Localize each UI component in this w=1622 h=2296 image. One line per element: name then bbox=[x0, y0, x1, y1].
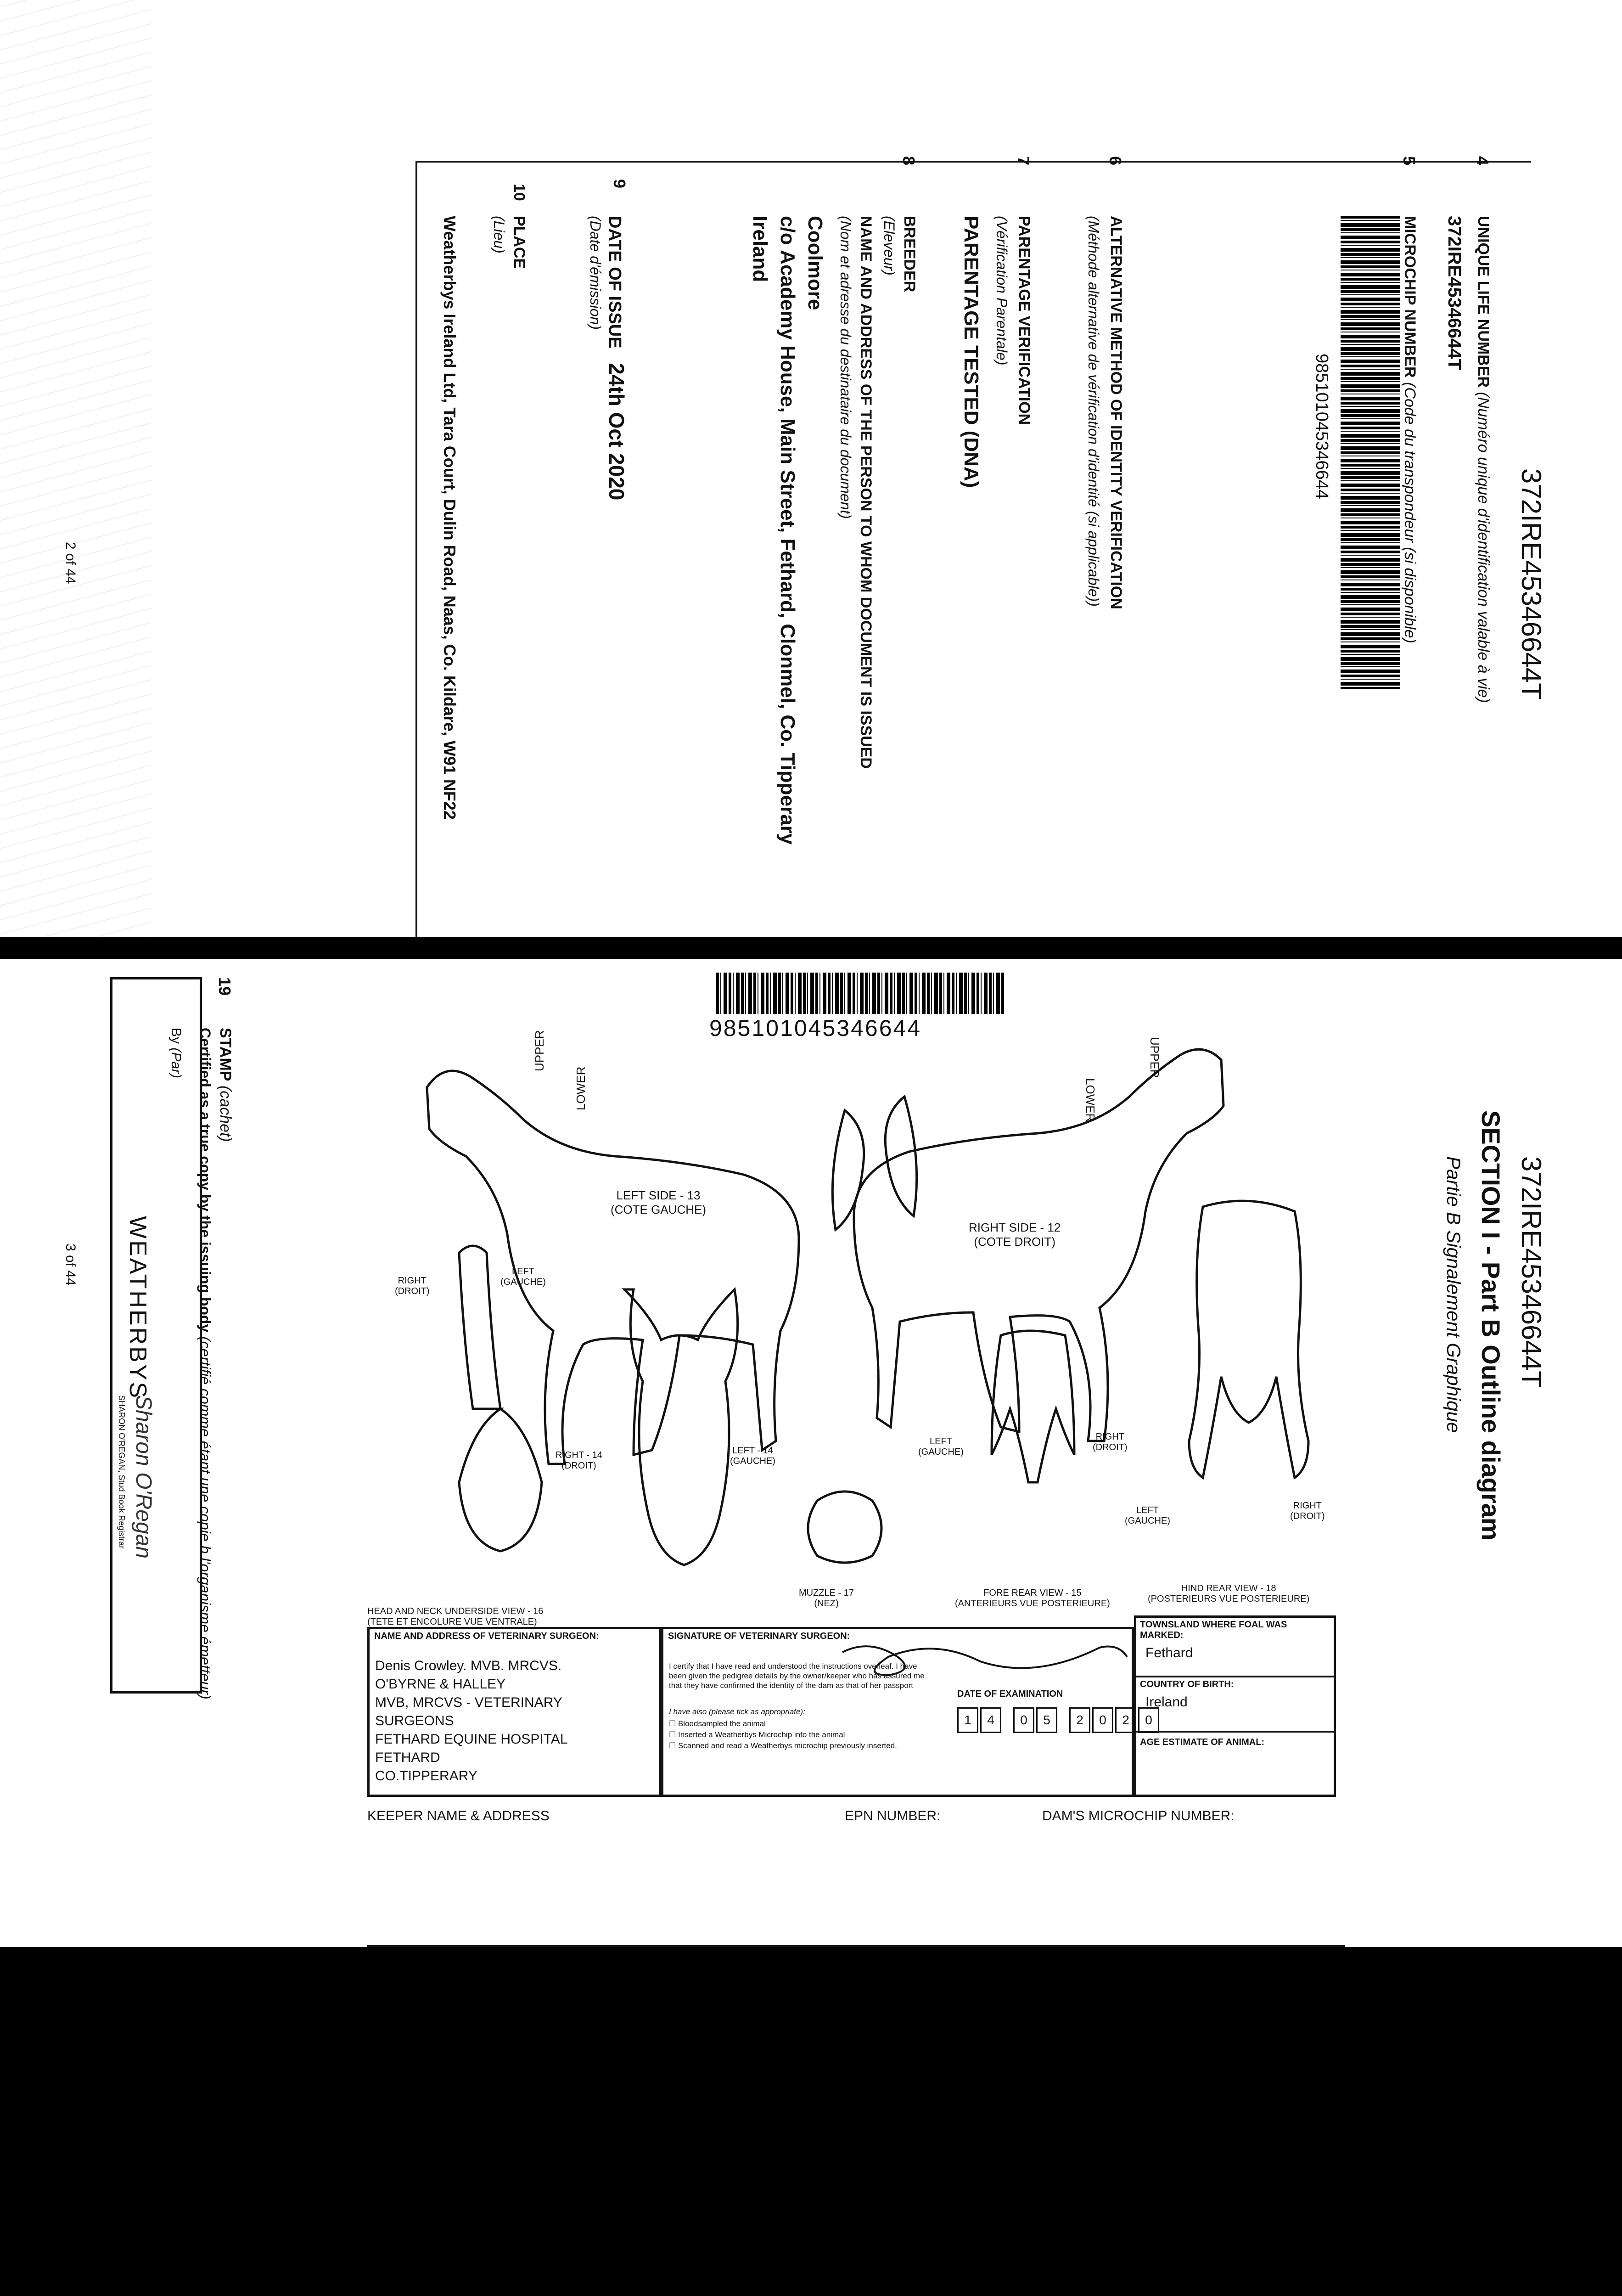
hind-rear-label: HIND REAR VIEW - 18 bbox=[1181, 1583, 1276, 1593]
epn-label: EPN NUMBER: bbox=[845, 1808, 941, 1823]
fore-right-fr: (DROIT) bbox=[1093, 1442, 1128, 1452]
exam-digit: 0 bbox=[1092, 1707, 1113, 1733]
f9-label: DATE OF ISSUE bbox=[605, 216, 624, 349]
age-label: AGE ESTIMATE OF ANIMAL: bbox=[1140, 1737, 1265, 1747]
chip-barcode-number: 985101045346644 bbox=[709, 1015, 922, 1041]
check-inserted-chip[interactable]: ☐ Inserted a Weatherbys Microchip into the animal bbox=[669, 1730, 845, 1739]
f7-value: PARENTAGE TESTED (DNA) bbox=[960, 216, 982, 488]
vet-box bbox=[367, 1627, 661, 1797]
page3-top-id: 372IRE45346644T bbox=[1516, 1156, 1547, 1388]
stamp-row bbox=[216, 1028, 234, 1142]
page-divider bbox=[0, 937, 1622, 959]
label-lower-right: LOWER bbox=[1083, 1078, 1097, 1122]
country-value: Ireland bbox=[1145, 1694, 1188, 1710]
fore-rear-label: FORE REAR VIEW - 15 bbox=[983, 1588, 1082, 1598]
hind-left: LEFT bbox=[1136, 1505, 1159, 1515]
fore-left-fr: (GAUCHE) bbox=[918, 1447, 964, 1457]
f6-label-fr: (Méthode alternative de vérification d'identité (si applicable)) bbox=[1085, 216, 1102, 607]
fore-left-caption bbox=[918, 1436, 964, 1458]
by-label-fr: (Par) bbox=[168, 1047, 184, 1079]
f4-label: UNIQUE LIFE NUMBER bbox=[1475, 216, 1492, 388]
sig-certify: I certify that I have read and understood the instructions overleaf. I have been given the pedigree details by the owner/keeper who has assured me that they have confirmed the identity of the dam as that of her passport bbox=[669, 1662, 925, 1690]
fore-left: LEFT bbox=[929, 1436, 952, 1446]
check-scanned-chip-label: Scanned and read a Weatherbys microchip previously inserted. bbox=[678, 1741, 897, 1750]
by-label: By bbox=[168, 1028, 184, 1044]
right-side-label-fr: (COTE DROIT) bbox=[974, 1235, 1055, 1249]
townsland-cell bbox=[1136, 1618, 1334, 1677]
signer-name: SHARON O'REGAN, Stud Book Registrar bbox=[117, 1395, 126, 1549]
label-lower-left: LOWER bbox=[574, 1066, 588, 1110]
country-cell bbox=[1136, 1677, 1334, 1733]
vet-line-5: FETHARD EQUINE HOSPITAL bbox=[375, 1732, 568, 1747]
left-side-label-fr: (COTE GAUCHE) bbox=[611, 1203, 706, 1216]
stamp-label: STAMP bbox=[217, 1028, 234, 1081]
right-side-caption bbox=[969, 1221, 1061, 1249]
issue-place: Weatherbys Ireland Ltd, Tara Court, Dulin Road, Naas, Co. Kildare, W91 NF22 bbox=[440, 216, 459, 820]
also-label: I have also (please tick as appropriate): bbox=[669, 1707, 805, 1716]
fore-rear-label-fr: (ANTERIEURS VUE POSTERIEURE) bbox=[955, 1598, 1110, 1609]
vet-line-3: MVB, MRCVS - VETERINARY bbox=[375, 1695, 562, 1710]
sig-label: SIGNATURE OF VETERINARY SURGEON: bbox=[668, 1631, 850, 1641]
f5-label: MICROCHIP NUMBER bbox=[1401, 216, 1419, 378]
muzzle-label: MUZZLE - 17 bbox=[799, 1588, 854, 1598]
dam-chip-label: DAM'S MICROCHIP NUMBER: bbox=[1042, 1808, 1235, 1823]
f4-value: 372IRE45346644T bbox=[1444, 216, 1465, 370]
head-right: RIGHT - 14 bbox=[556, 1450, 602, 1460]
head-left: LEFT - 14 bbox=[732, 1446, 773, 1456]
underside-right-caption bbox=[395, 1276, 430, 1297]
label-upper-left: UPPER bbox=[533, 1030, 546, 1071]
f9-label-fr: (Date d'émission) bbox=[587, 216, 604, 330]
breeder-address: c/o Academy House, Main Street, Fethard, Clonmel, Co. Tipperary bbox=[776, 216, 799, 845]
head-left-fr: (GAUCHE) bbox=[730, 1456, 775, 1466]
f9-row bbox=[604, 216, 629, 500]
underside-right: RIGHT bbox=[398, 1276, 427, 1286]
stamp-num: 19 bbox=[215, 977, 234, 996]
fore-right: RIGHT bbox=[1095, 1432, 1124, 1442]
hind-left-caption bbox=[1125, 1505, 1170, 1526]
microchip-barcode bbox=[1341, 216, 1400, 689]
vet-line-6: FETHARD bbox=[375, 1750, 440, 1765]
underside-left-caption bbox=[500, 1266, 546, 1288]
underside-left: LEFT bbox=[511, 1266, 534, 1277]
label-upper-right: UPPER bbox=[1148, 1037, 1162, 1078]
certified-label-fr: (certifié comme étant une copie b l'organisme émetteur) bbox=[197, 1336, 213, 1699]
townsland-value: Fethard bbox=[1145, 1645, 1193, 1660]
birth-info-box bbox=[1134, 1615, 1336, 1797]
signer-signature: Sharon O'Regan bbox=[131, 1395, 156, 1559]
page-2 bbox=[0, 0, 1622, 946]
hind-right-caption bbox=[1290, 1501, 1325, 1522]
vet-line-1: Denis Crowley. MVB. MRCVS. bbox=[375, 1658, 562, 1673]
exam-digit: 0 bbox=[1013, 1707, 1034, 1733]
issue-date: 24th Oct 2020 bbox=[605, 363, 629, 501]
page2-top-id: 372IRE45346644T bbox=[1516, 468, 1547, 700]
f7-label-fr: (Vérification Parentale) bbox=[993, 216, 1010, 366]
section-title: SECTION I - Part B Outline diagram bbox=[1476, 1110, 1505, 1541]
hind-left-fr: (GAUCHE) bbox=[1125, 1516, 1170, 1526]
f10-label: PLACE bbox=[511, 216, 528, 269]
vet-line-2: O'BYRNE & HALLEY bbox=[375, 1677, 506, 1692]
f7-label: PARENTAGE VERIFICATION bbox=[1016, 216, 1033, 425]
f5-label-fr: (Code du transpondeur (si disponible) bbox=[1401, 382, 1419, 643]
head-right-caption bbox=[556, 1450, 602, 1471]
check-bloodsample-label: Bloodsampled the animal bbox=[678, 1719, 766, 1728]
exam-digit: 1 bbox=[957, 1707, 978, 1733]
muzzle-caption bbox=[799, 1588, 854, 1609]
signature-box bbox=[661, 1627, 1152, 1797]
exam-date-boxes bbox=[957, 1707, 1159, 1733]
f9-num: 9 bbox=[610, 179, 629, 189]
muzzle-label-fr: (NEZ) bbox=[814, 1598, 839, 1609]
left-side-caption bbox=[611, 1188, 706, 1217]
f8-label: BREEDER bbox=[901, 216, 918, 293]
horse-diagrams bbox=[0, 959, 1622, 1946]
vet-name-label: NAME AND ADDRESS OF VETERINARY SURGEON: bbox=[374, 1631, 599, 1641]
underside-right-fr: (DROIT) bbox=[395, 1286, 430, 1296]
check-scanned-chip[interactable]: ☐ Scanned and read a Weatherbys microchip previously inserted. bbox=[669, 1741, 897, 1750]
frame-line-left bbox=[415, 161, 417, 946]
frame-line-top bbox=[415, 161, 1531, 163]
f10-num: 10 bbox=[511, 184, 528, 201]
check-bloodsample[interactable]: ☐ Bloodsampled the animal bbox=[669, 1719, 766, 1728]
hind-rear-label-fr: (POSTERIEURS VUE POSTERIEURE) bbox=[1148, 1594, 1310, 1604]
fore-right-caption bbox=[1093, 1432, 1128, 1453]
hind-right: RIGHT bbox=[1293, 1501, 1322, 1511]
hind-right-fr: (DROIT) bbox=[1290, 1511, 1325, 1521]
f5-value: 985101045346644 bbox=[1312, 354, 1331, 500]
exam-label: DATE OF EXAMINATION bbox=[957, 1689, 1063, 1699]
keeper-label: KEEPER NAME & ADDRESS bbox=[367, 1808, 550, 1823]
head-neck-label: HEAD AND NECK UNDERSIDE VIEW - 16 bbox=[367, 1606, 544, 1616]
f6-label: ALTERNATIVE METHOD OF IDENTITY VERIFICATION bbox=[1107, 216, 1125, 609]
section-subtitle: Partie B Signalement Graphique bbox=[1443, 1156, 1465, 1433]
stamp-label-fr: (cachet) bbox=[217, 1085, 234, 1142]
country-label: COUNTRY OF BIRTH: bbox=[1140, 1679, 1234, 1689]
exam-digit: 4 bbox=[980, 1707, 1001, 1733]
certified-label: Certified as a true copy by the issuing body bbox=[197, 1028, 213, 1333]
f4-label-fr: (Numéro unique d'identification valable à vie) bbox=[1475, 392, 1492, 703]
hind-rear-caption bbox=[1148, 1583, 1309, 1604]
check-list bbox=[669, 1718, 897, 1751]
f4-label-row bbox=[1474, 216, 1492, 703]
vet-signature bbox=[838, 1634, 1132, 1689]
f10-label-fr: (Lieu) bbox=[491, 216, 507, 253]
breeder-country: Ireland bbox=[749, 216, 771, 282]
scanner-background bbox=[0, 1947, 1622, 2296]
breeder-name: Coolmore bbox=[804, 216, 826, 310]
head-neck-caption bbox=[367, 1606, 543, 1627]
f8-sub: NAME AND ADDRESS OF THE PERSON TO WHOM DOCUMENT IS ISSUED bbox=[857, 216, 875, 769]
exam-digit: 2 bbox=[1069, 1707, 1090, 1733]
by-row bbox=[168, 1028, 184, 1078]
check-inserted-chip-label: Inserted a Weatherbys Microchip into the animal bbox=[678, 1730, 845, 1739]
left-side-label: LEFT SIDE - 13 bbox=[616, 1188, 701, 1202]
vet-line-4: SURGEONS bbox=[375, 1713, 454, 1728]
vet-line-7: CO.TIPPERARY bbox=[375, 1768, 477, 1784]
page2-number: 2 of 44 bbox=[63, 542, 78, 584]
f8-sub-fr: (Nom et adresse du destinataire du document) bbox=[837, 216, 854, 519]
head-right-fr: (DROIT) bbox=[561, 1461, 596, 1471]
exam-digit: 5 bbox=[1036, 1707, 1057, 1733]
page3-number: 3 of 44 bbox=[63, 1244, 78, 1286]
vet-address bbox=[375, 1657, 568, 1785]
exam-digit: 0 bbox=[1138, 1707, 1159, 1733]
f5-label-row bbox=[1401, 216, 1419, 643]
underside-left-fr: (GAUCHE) bbox=[500, 1277, 546, 1287]
right-side-label: RIGHT SIDE - 12 bbox=[969, 1221, 1061, 1234]
exam-digit: 2 bbox=[1115, 1707, 1136, 1733]
head-neck-label-fr: (TETE ET ENCOLURE VUE VENTRALE) bbox=[367, 1617, 537, 1627]
townsland-label: TOWNSLAND WHERE FOAL WAS MARKED: bbox=[1140, 1620, 1287, 1640]
weatherbys-logo: WEATHERBYS bbox=[124, 1216, 151, 1400]
scan-noise-left bbox=[0, 0, 152, 946]
page-3 bbox=[0, 959, 1622, 1946]
head-left-caption bbox=[730, 1446, 775, 1467]
f8-label-fr: (Eleveur) bbox=[881, 216, 898, 276]
fore-rear-caption bbox=[955, 1588, 1110, 1609]
